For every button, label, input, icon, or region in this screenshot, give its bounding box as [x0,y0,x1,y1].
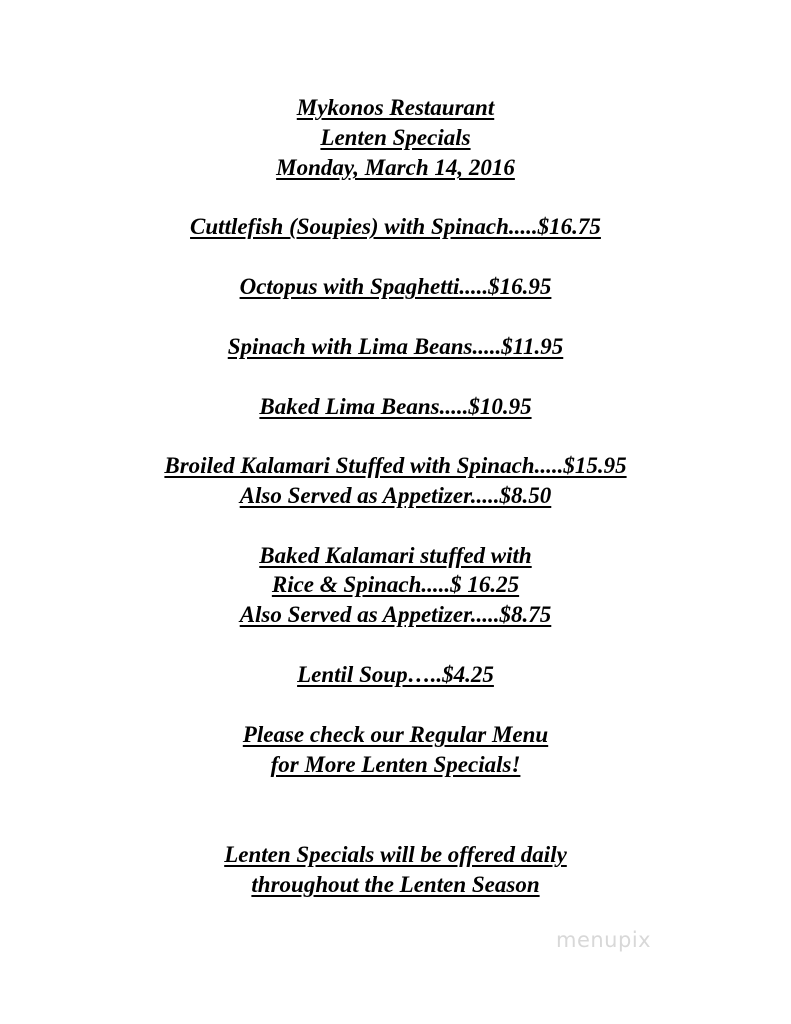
menu-item-baked-kalamari-line2: Rice & Spinach.....$ 16.25 [271,572,520,597]
menupix-watermark: menupix [556,928,652,952]
menu-title: Lenten Specials [320,125,471,150]
menu-item-lentil-soup: Lentil Soup…..$4.25 [297,662,494,687]
menu-item-baked-lima: Baked Lima Beans.....$10.95 [259,394,532,419]
menu-date: Monday, March 14, 2016 [276,155,515,180]
menu-item-broiled-kalamari-appetizer: Also Served as Appetizer.....$8.50 [239,483,552,508]
restaurant-name: Mykonos Restaurant [296,95,495,120]
note-regular-menu-line1: Please check our Regular Menu [242,722,549,747]
note-lenten-season-line1: Lenten Specials will be offered daily [224,842,567,867]
note-regular-menu-line2: for More Lenten Specials! [270,752,521,777]
menu-item-broiled-kalamari: Broiled Kalamari Stuffed with Spinach.....$15.95 [164,453,627,478]
menu-item-spinach-lima: Spinach with Lima Beans.....$11.95 [227,334,564,359]
menu-item-octopus: Octopus with Spaghetti.....$16.95 [239,274,552,299]
note-lenten-season-line2: throughout the Lenten Season [251,872,540,897]
menu-item-baked-kalamari-appetizer: Also Served as Appetizer.....$8.75 [239,602,552,627]
menu-item-baked-kalamari-line1: Baked Kalamari stuffed with [259,543,532,568]
menu-item-cuttlefish: Cuttlefish (Soupies) with Spinach.....$16.75 [190,214,601,239]
